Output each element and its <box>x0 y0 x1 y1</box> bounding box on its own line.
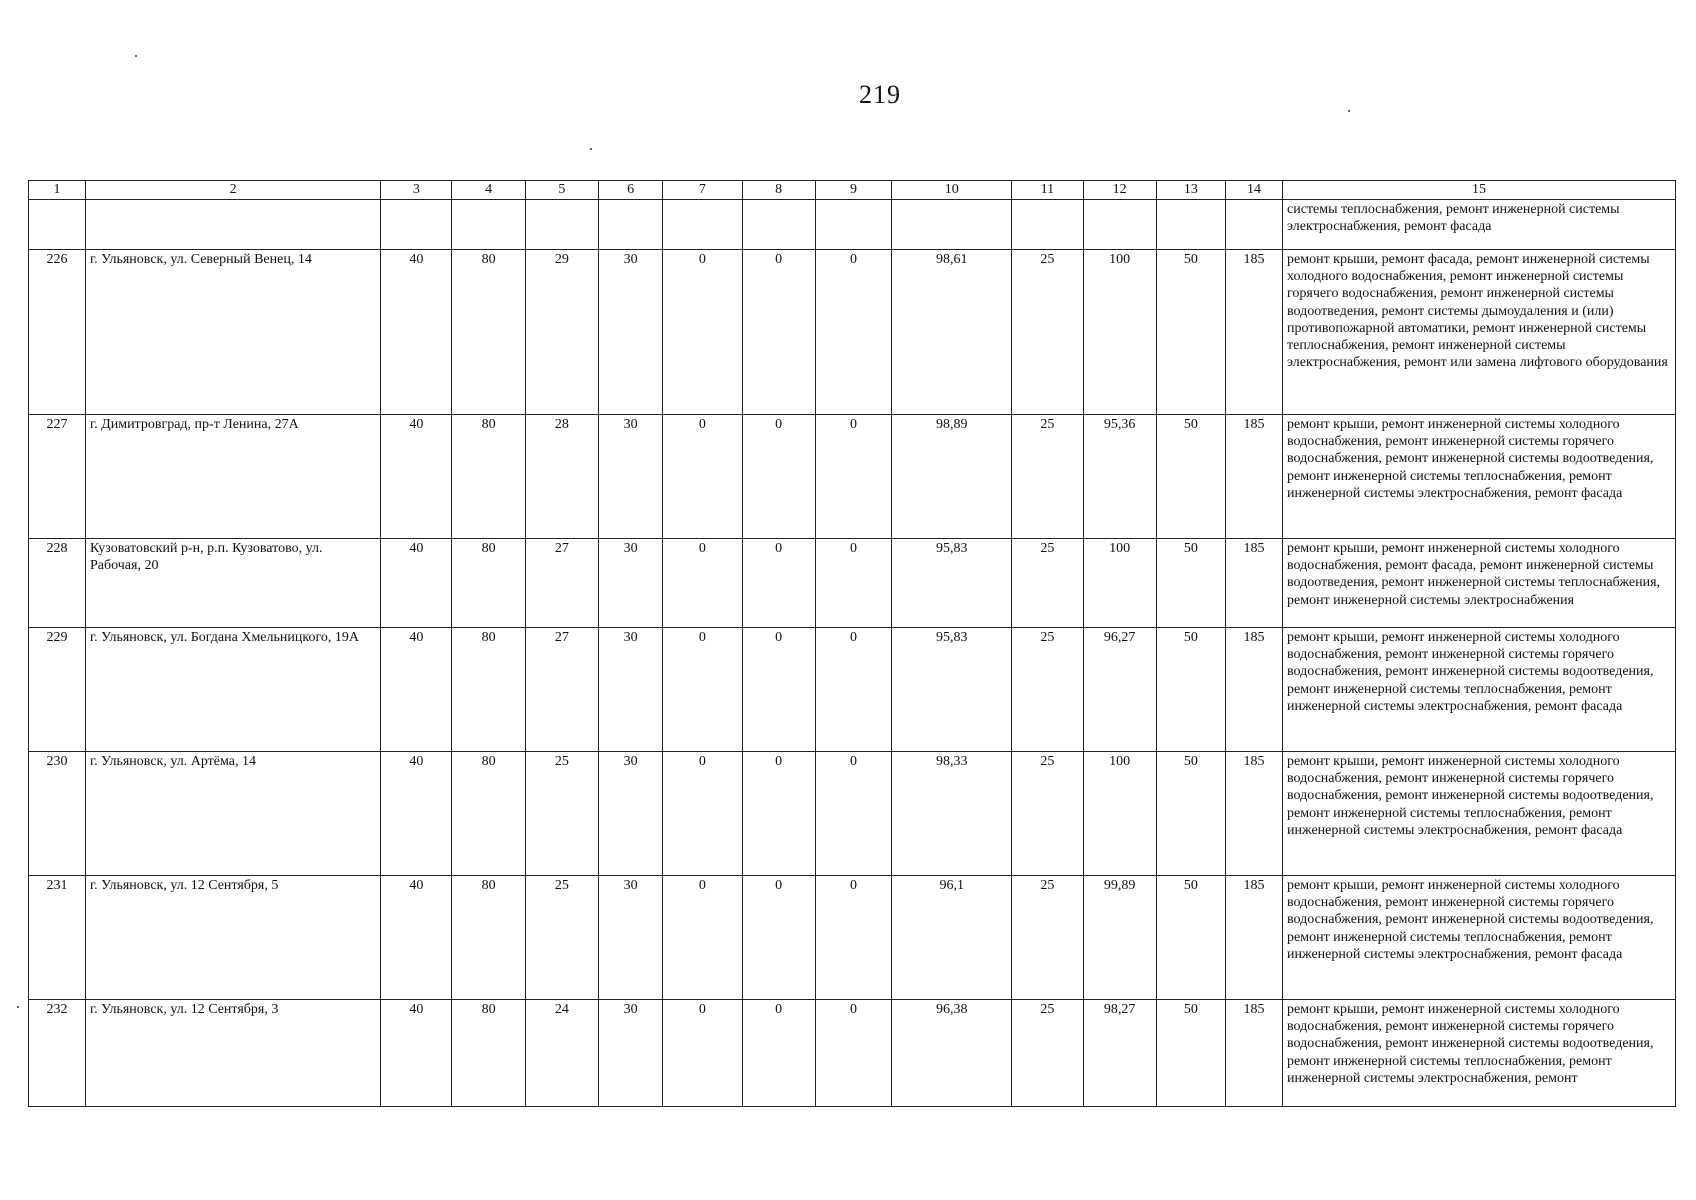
value-cell: 40 <box>381 1000 452 1107</box>
value-cell: 80 <box>452 415 525 539</box>
value-cell: 80 <box>452 752 525 876</box>
value-cell: 30 <box>599 415 663 539</box>
value-cell: 0 <box>742 415 815 539</box>
value-cell: 50 <box>1156 539 1225 628</box>
value-cell: 0 <box>742 1000 815 1107</box>
scan-speck <box>17 1006 19 1008</box>
works-cell: ремонт крыши, ремонт инженерной системы холодного водоснабжения, ремонт фасада, ремонт инженерной системы водоотведения, ремонт инженерной системы теплоснабжения, ремонт инженерной системы электроснабжения <box>1283 539 1676 628</box>
value-cell: 30 <box>599 876 663 1000</box>
value-cell: 0 <box>663 752 742 876</box>
value-cell: 30 <box>599 250 663 415</box>
value-cell: 50 <box>1156 876 1225 1000</box>
table-row <box>29 539 1676 628</box>
value-cell: 24 <box>525 1000 598 1107</box>
address-cell: г. Ульяновск, ул. Богдана Хмельницкого, 19А <box>86 628 381 752</box>
value-cell: 25 <box>1012 628 1083 752</box>
table-row <box>29 876 1676 1000</box>
value-cell: 185 <box>1226 1000 1283 1107</box>
value-cell: 40 <box>381 752 452 876</box>
value-cell: 0 <box>742 752 815 876</box>
value-cell: 80 <box>452 539 525 628</box>
scan-speck <box>1348 110 1350 112</box>
column-header: 11 <box>1012 181 1083 200</box>
value-cell: 185 <box>1226 539 1283 628</box>
works-cell: ремонт крыши, ремонт фасада, ремонт инженерной системы холодного водоснабжения, ремонт инженерной системы горячего водоснабжения, ремонт инженерной системы водоотведения, ремонт системы дымоудаления и (или) противопожарной автоматики, ремонт инженерной системы теплоснабжения, ремонт инженерной системы электроснабжения, ремонт или замена лифтового оборудования <box>1283 250 1676 415</box>
value-cell: 80 <box>452 1000 525 1107</box>
value-cell: 95,83 <box>892 539 1012 628</box>
value-cell: 25 <box>525 752 598 876</box>
address-cell: г. Димитровград, пр-т Ленина, 27А <box>86 415 381 539</box>
value-cell: 100 <box>1083 539 1156 628</box>
works-cell: ремонт крыши, ремонт инженерной системы холодного водоснабжения, ремонт инженерной системы горячего водоснабжения, ремонт инженерной системы водоотведения, ремонт инженерной системы теплоснабжения, ремонт инженерной системы электроснабжения, ремонт фасада <box>1283 628 1676 752</box>
value-cell: 0 <box>815 250 891 415</box>
value-cell: 0 <box>815 539 891 628</box>
scan-speck <box>135 55 137 57</box>
value-cell: 29 <box>525 250 598 415</box>
row-number: 226 <box>29 250 86 415</box>
value-cell: 40 <box>381 628 452 752</box>
address-cell: г. Ульяновск, ул. Северный Венец, 14 <box>86 250 381 415</box>
column-header: 3 <box>381 181 452 200</box>
row-number: 231 <box>29 876 86 1000</box>
value-cell: 30 <box>599 752 663 876</box>
value-cell: 95,36 <box>1083 415 1156 539</box>
value-cell: 40 <box>381 250 452 415</box>
value-cell: 25 <box>1012 876 1083 1000</box>
table-row <box>29 752 1676 876</box>
value-cell: 40 <box>381 876 452 1000</box>
value-cell: 27 <box>525 539 598 628</box>
value-cell: 100 <box>1083 250 1156 415</box>
column-header: 13 <box>1156 181 1225 200</box>
table-row <box>29 250 1676 415</box>
value-cell: 0 <box>742 628 815 752</box>
value-cell: 185 <box>1226 628 1283 752</box>
value-cell: 98,89 <box>892 415 1012 539</box>
works-cell: ремонт крыши, ремонт инженерной системы холодного водоснабжения, ремонт инженерной системы горячего водоснабжения, ремонт инженерной системы водоотведения, ремонт инженерной системы теплоснабжения, ремонт инженерной системы электроснабжения, ремонт фасада <box>1283 876 1676 1000</box>
table-row <box>29 415 1676 539</box>
continuation-row <box>29 200 1676 250</box>
value-cell: 0 <box>815 876 891 1000</box>
address-cell: г. Ульяновск, ул. 12 Сентября, 3 <box>86 1000 381 1107</box>
register-table <box>28 180 1676 1107</box>
works-cell: ремонт крыши, ремонт инженерной системы холодного водоснабжения, ремонт инженерной системы горячего водоснабжения, ремонт инженерной системы водоотведения, ремонт инженерной системы теплоснабжения, ремонт инженерной системы электроснабжения, ремонт <box>1283 1000 1676 1107</box>
column-header: 4 <box>452 181 525 200</box>
value-cell: 0 <box>663 628 742 752</box>
column-header: 5 <box>525 181 598 200</box>
value-cell: 50 <box>1156 415 1225 539</box>
value-cell: 0 <box>663 250 742 415</box>
value-cell: 185 <box>1226 250 1283 415</box>
value-cell: 99,89 <box>1083 876 1156 1000</box>
value-cell: 0 <box>815 628 891 752</box>
scan-speck <box>590 148 592 150</box>
value-cell: 50 <box>1156 250 1225 415</box>
value-cell: 40 <box>381 539 452 628</box>
value-cell: 185 <box>1226 415 1283 539</box>
value-cell: 95,83 <box>892 628 1012 752</box>
row-number: 227 <box>29 415 86 539</box>
value-cell: 0 <box>742 876 815 1000</box>
column-header: 12 <box>1083 181 1156 200</box>
works-cell: ремонт крыши, ремонт инженерной системы холодного водоснабжения, ремонт инженерной системы горячего водоснабжения, ремонт инженерной системы водоотведения, ремонт инженерной системы теплоснабжения, ремонт инженерной системы электроснабжения, ремонт фасада <box>1283 752 1676 876</box>
column-header: 7 <box>663 181 742 200</box>
value-cell: 25 <box>1012 1000 1083 1107</box>
value-cell: 185 <box>1226 752 1283 876</box>
row-number: 230 <box>29 752 86 876</box>
value-cell: 50 <box>1156 628 1225 752</box>
value-cell: 185 <box>1226 876 1283 1000</box>
table-row <box>29 1000 1676 1107</box>
column-header: 14 <box>1226 181 1283 200</box>
column-header: 9 <box>815 181 891 200</box>
column-header: 8 <box>742 181 815 200</box>
address-cell: Кузоватовский р-н, р.п. Кузоватово, ул. Рабочая, 20 <box>86 539 381 628</box>
value-cell: 25 <box>1012 752 1083 876</box>
value-cell: 96,1 <box>892 876 1012 1000</box>
value-cell: 40 <box>381 415 452 539</box>
address-cell: г. Ульяновск, ул. Артёма, 14 <box>86 752 381 876</box>
value-cell: 98,61 <box>892 250 1012 415</box>
page-number: 219 <box>859 80 901 109</box>
column-number-header <box>29 181 1676 200</box>
value-cell: 0 <box>815 415 891 539</box>
address-cell: г. Ульяновск, ул. 12 Сентября, 5 <box>86 876 381 1000</box>
value-cell: 0 <box>742 250 815 415</box>
table-row <box>29 628 1676 752</box>
value-cell: 27 <box>525 628 598 752</box>
works-cell: ремонт крыши, ремонт инженерной системы холодного водоснабжения, ремонт инженерной системы горячего водоснабжения, ремонт инженерной системы водоотведения, ремонт инженерной системы теплоснабжения, ремонт инженерной системы электроснабжения, ремонт фасада <box>1283 415 1676 539</box>
value-cell: 80 <box>452 876 525 1000</box>
value-cell: 80 <box>452 250 525 415</box>
value-cell: 0 <box>663 876 742 1000</box>
value-cell: 0 <box>742 539 815 628</box>
column-header: 6 <box>599 181 663 200</box>
row-number: 232 <box>29 1000 86 1107</box>
column-header: 15 <box>1283 181 1676 200</box>
value-cell: 98,33 <box>892 752 1012 876</box>
value-cell: 100 <box>1083 752 1156 876</box>
value-cell: 0 <box>815 752 891 876</box>
value-cell: 25 <box>1012 539 1083 628</box>
value-cell: 28 <box>525 415 598 539</box>
value-cell: 98,27 <box>1083 1000 1156 1107</box>
row-number: 228 <box>29 539 86 628</box>
value-cell: 0 <box>663 415 742 539</box>
column-header: 2 <box>86 181 381 200</box>
value-cell: 50 <box>1156 752 1225 876</box>
value-cell: 25 <box>1012 250 1083 415</box>
row-number: 229 <box>29 628 86 752</box>
value-cell: 30 <box>599 628 663 752</box>
value-cell: 30 <box>599 1000 663 1107</box>
value-cell: 0 <box>663 1000 742 1107</box>
value-cell: 96,38 <box>892 1000 1012 1107</box>
value-cell: 30 <box>599 539 663 628</box>
value-cell: 96,27 <box>1083 628 1156 752</box>
value-cell: 80 <box>452 628 525 752</box>
works-cell: системы теплоснабжения, ремонт инженерной системы электроснабжения, ремонт фасада <box>1283 200 1676 250</box>
value-cell: 50 <box>1156 1000 1225 1107</box>
column-header: 1 <box>29 181 86 200</box>
value-cell: 0 <box>663 539 742 628</box>
value-cell: 0 <box>815 1000 891 1107</box>
value-cell: 25 <box>1012 415 1083 539</box>
value-cell: 25 <box>525 876 598 1000</box>
column-header: 10 <box>892 181 1012 200</box>
